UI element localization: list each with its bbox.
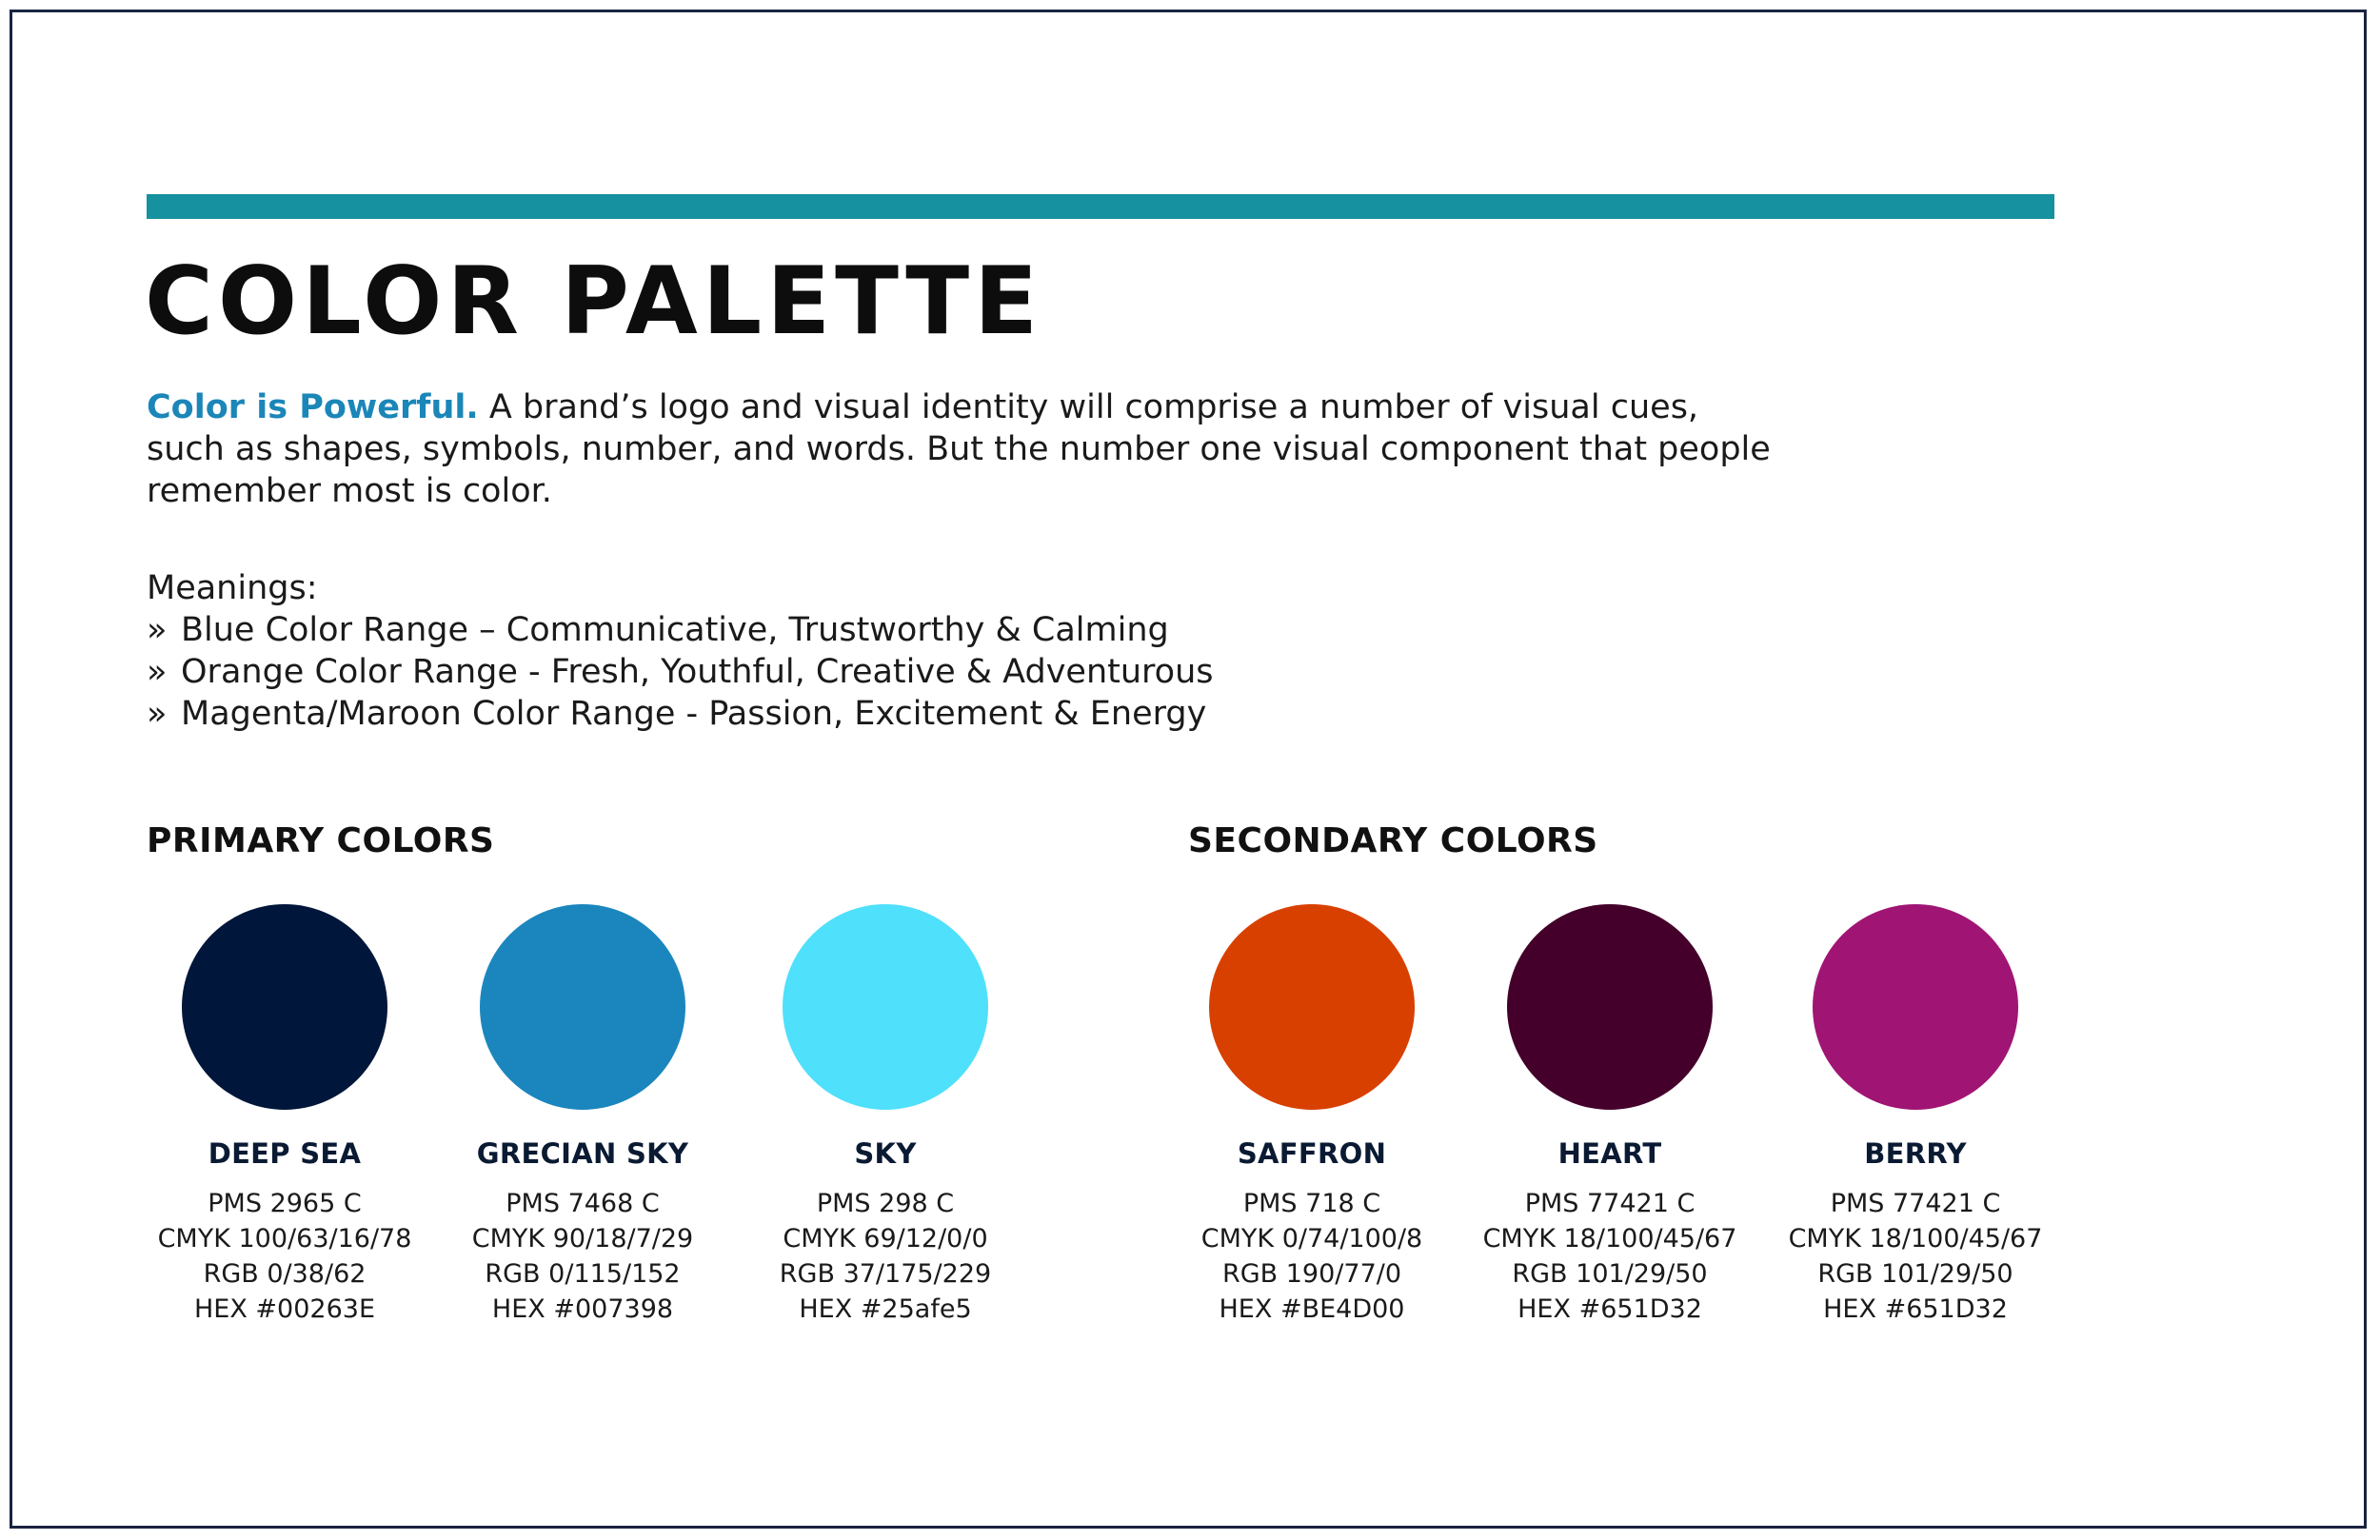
bullet-icon: » [147,695,168,733]
swatch-pms: PMS 298 C [816,1189,955,1218]
intro-paragraph [147,386,1784,512]
swatch-specs [421,1186,744,1327]
color-circle [1813,904,2018,1110]
page-title: COLOR PALETTE [145,247,1043,356]
swatch-rgb: RGB 0/115/152 [485,1259,681,1289]
swatch-heart [1448,904,1772,1327]
color-circle [783,904,988,1110]
swatch-specs [1150,1186,1474,1327]
swatch-pms: PMS 2965 C [208,1189,362,1218]
color-circle [1507,904,1713,1110]
swatch-cmyk: CMYK 100/63/16/78 [157,1224,412,1254]
meanings-heading: Meanings: [147,569,318,607]
header-accent-bar [147,194,2054,219]
swatch-pms: PMS 7468 C [506,1189,660,1218]
swatch-specs [1754,1186,2077,1327]
swatch-name: GRECIAN SKY [476,1137,689,1170]
swatch-name: SKY [854,1137,917,1170]
swatch-deep-sea [123,904,446,1327]
meaning-item-blue [147,609,1575,651]
swatch-cmyk: CMYK 18/100/45/67 [1788,1224,2043,1254]
meaning-text: Blue Color Range – Communicative, Trustworthy & Calming [181,611,1169,649]
bullet-icon: » [147,653,168,691]
swatch-berry [1754,904,2077,1327]
swatch-hex: HEX #651D32 [1823,1294,2008,1324]
intro-text: A brand’s logo and visual identity will comprise a number of visual cues, such as shapes, symbols, number, and words. But the number one visual component that people remember most is color. [147,388,1771,510]
swatch-sky [724,904,1047,1327]
swatch-hex: HEX #00263E [193,1294,375,1324]
swatch-specs [724,1186,1047,1327]
swatch-specs [123,1186,446,1327]
swatch-rgb: RGB 190/77/0 [1221,1259,1402,1289]
swatch-rgb: RGB 0/38/62 [203,1259,367,1289]
swatch-specs [1448,1186,1772,1327]
primary-colors-heading: PRIMARY COLORS [147,821,495,860]
bullet-icon: » [147,611,168,649]
swatch-rgb: RGB 101/29/50 [1512,1259,1708,1289]
meanings-block [147,567,1575,735]
swatch-hex: HEX #25afe5 [799,1294,972,1324]
swatch-pms: PMS 77421 C [1524,1189,1696,1218]
swatch-hex: HEX #651D32 [1517,1294,1702,1324]
intro-lead: Color is Powerful. [147,388,479,426]
swatch-cmyk: CMYK 69/12/0/0 [783,1224,988,1254]
swatch-grecian-sky [421,904,744,1327]
swatch-name: BERRY [1864,1137,1967,1170]
meaning-text: Magenta/Maroon Color Range - Passion, Excitement & Energy [181,695,1207,733]
color-circle [1209,904,1415,1110]
swatch-rgb: RGB 101/29/50 [1817,1259,2013,1289]
meaning-item-magenta [147,693,1575,735]
color-circle [480,904,685,1110]
swatch-name: SAFFRON [1237,1137,1387,1170]
meaning-text: Orange Color Range - Fresh, Youthful, Creative & Adventurous [181,653,1214,691]
swatch-hex: HEX #007398 [491,1294,674,1324]
swatch-saffron [1150,904,1474,1327]
swatch-name: DEEP SEA [208,1137,362,1170]
meaning-item-orange [147,651,1575,693]
swatch-cmyk: CMYK 90/18/7/29 [471,1224,694,1254]
swatch-cmyk: CMYK 0/74/100/8 [1200,1224,1423,1254]
meanings-list [147,609,1575,735]
color-circle [182,904,387,1110]
swatch-cmyk: CMYK 18/100/45/67 [1482,1224,1737,1254]
swatch-hex: HEX #BE4D00 [1219,1294,1405,1324]
swatch-rgb: RGB 37/175/229 [779,1259,992,1289]
swatch-pms: PMS 718 C [1242,1189,1381,1218]
swatch-pms: PMS 77421 C [1830,1189,2001,1218]
secondary-colors-heading: SECONDARY COLORS [1188,821,1598,860]
swatch-name: HEART [1557,1137,1662,1170]
